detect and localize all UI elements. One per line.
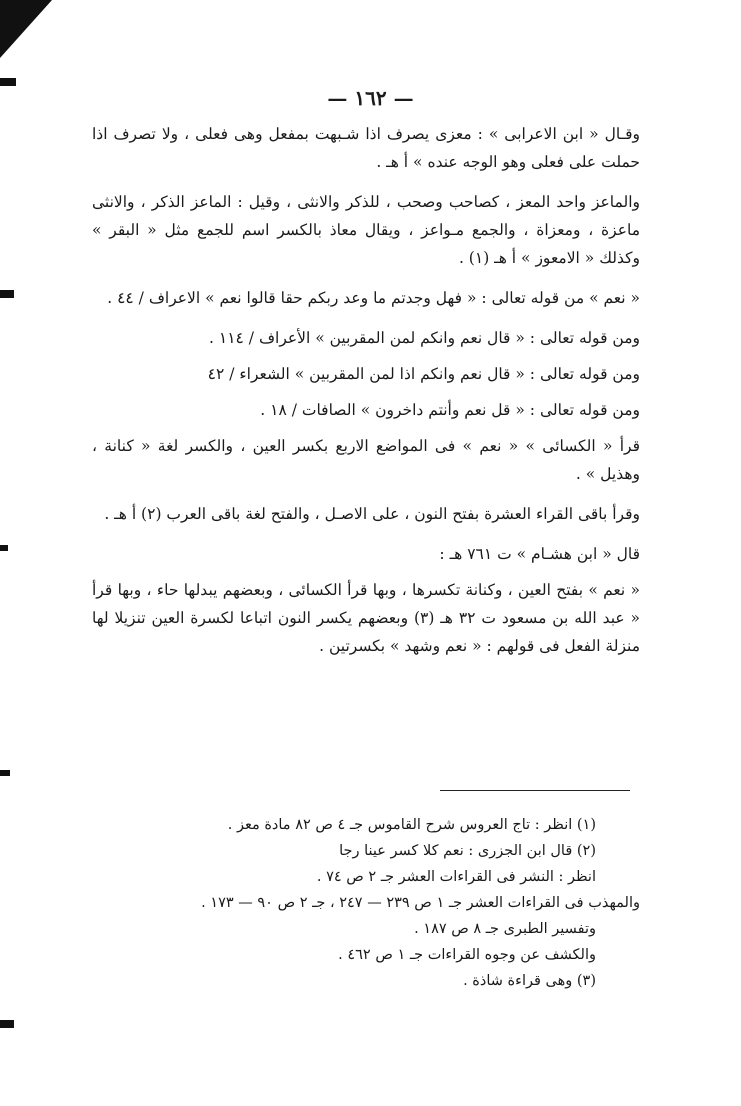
scan-edge-mark bbox=[0, 770, 10, 776]
paragraph: « نعم » من قوله تعالى : « فهل وجدتم ما وعد ربكم حقا قالوا نعم » الاعراف / ٤٤ . bbox=[107, 289, 640, 307]
footnote-divider bbox=[440, 790, 630, 791]
footnote: والكشف عن وجوه القراءات جـ ١ ص ٤٦٢ . bbox=[338, 947, 596, 963]
scan-edge-mark bbox=[0, 78, 16, 86]
footnote: (٣) وهى قراءة شاذة . bbox=[463, 973, 596, 989]
paragraph: قرأ « الكسائى » « نعم » فى المواضع الاربع بكسر العين ، والكسر لغة « كنانة ، وهذيل » . bbox=[92, 437, 640, 483]
footnote: انظر : النشر فى القراءات العشر جـ ٢ ص ٧٤ . bbox=[316, 869, 596, 885]
main-text bbox=[92, 120, 640, 672]
paragraph: وقـال « ابن الاعرابى » : معزى يصرف اذا شـبهت بمفعل وهى فعلى ، ولا تصرف اذا حملت على فعلى وهو الوجه عنده » أ هـ . bbox=[92, 125, 640, 171]
footnote: والمهذب فى القراءات العشر جـ ١ ص ٢٣٩ — ٢٤٧ ، جـ ٢ ص ٩٠ — ١٧٣ . bbox=[201, 895, 640, 911]
footnote: (١) انظر : تاج العروس شرح القاموس جـ ٤ ص ٨٢ مادة معز . bbox=[227, 817, 596, 833]
footnote: وتفسير الطبرى جـ ٨ ص ١٨٧ . bbox=[414, 921, 596, 937]
scan-edge-mark bbox=[0, 290, 14, 298]
scan-edge-mark bbox=[0, 1020, 14, 1028]
paragraph: وقرأ باقى القراء العشرة بفتح النون ، على الاصـل ، والفتح لغة باقى العرب (٢) أ هـ . bbox=[104, 505, 640, 523]
paragraph: ومن قوله تعالى : « قل نعم وأنتم داخرون » الصافات / ١٨ . bbox=[260, 401, 640, 419]
scan-edge-mark bbox=[0, 545, 8, 551]
footnote: (٢) قال ابن الجزرى : نعم كلا كسر عينا رجا bbox=[339, 843, 596, 859]
paragraph: والماعز واحد المعز ، كصاحب وصحب ، للذكر والانثى ، وقيل : الماعز الذكر ، والانثى ماعزة ، ومعزاة ، والجمع مـواعز ، ويقال معاذ بالكسر اسم للجمع مثل « البقر » وكذلك « الامعوز » أ هـ (١) . bbox=[92, 193, 640, 267]
paragraph: « نعم » بفتح العين ، وكنانة تكسرها ، وبها قرأ الكسائى ، وبعضهم يبدلها حاء ، وبها قرأ « عبد الله بن مسعود ت ٣٢ هـ (٣) وبعضهم يكسر النون اتباعا لكسرة العين تنزيلا لها منزلة الفعل فى قولهم : « نعم وشهد » بكسرتين . bbox=[92, 581, 640, 655]
footnotes bbox=[92, 812, 640, 994]
paragraph: قال « ابن هشـام » ت ٧٦١ هـ : bbox=[439, 545, 640, 563]
paragraph: ومن قوله تعالى : « قال نعم وانكم اذا لمن المقربين » الشعراء / ٤٢ bbox=[207, 365, 640, 383]
page-number: — ١٦٢ — bbox=[327, 86, 414, 110]
paragraph: ومن قوله تعالى : « قال نعم وانكم لمن المقربين » الأعراف / ١١٤ . bbox=[209, 329, 640, 347]
scan-corner-mark bbox=[0, 0, 52, 58]
